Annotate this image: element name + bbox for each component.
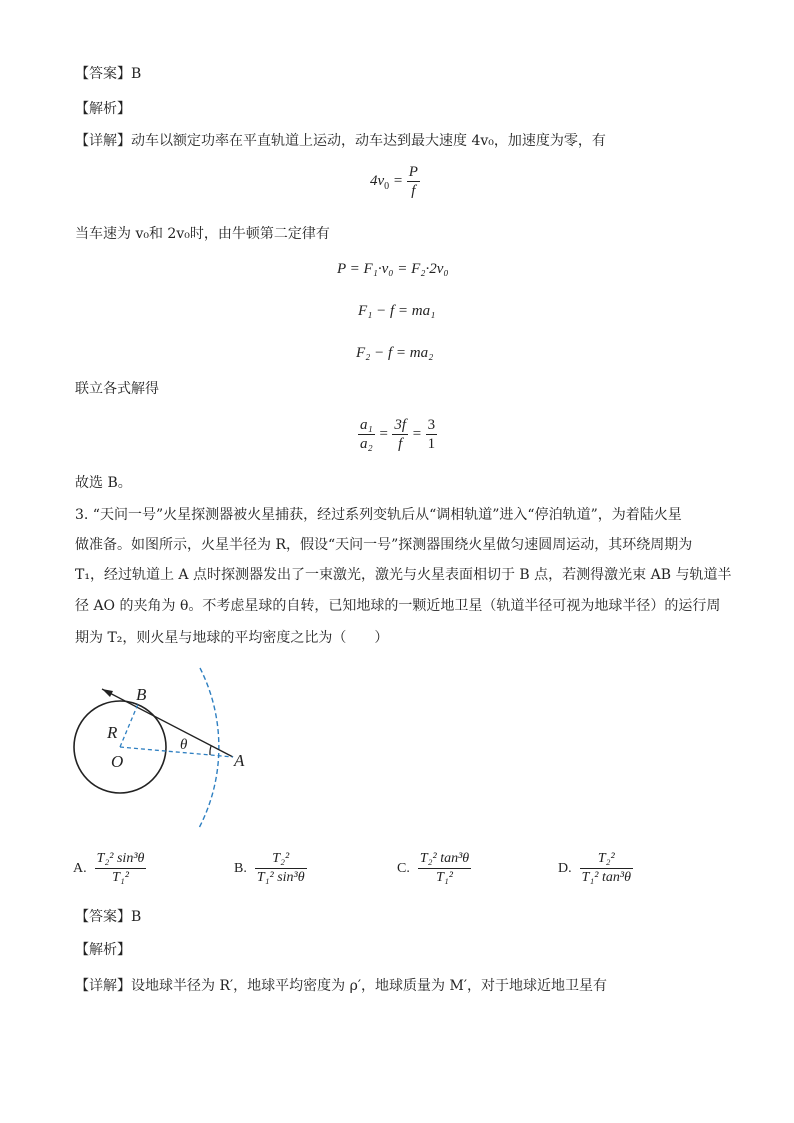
label-b: B bbox=[136, 685, 147, 704]
equation-newton-2: F₂ − f = ma₂ bbox=[356, 345, 434, 361]
option-c[interactable] bbox=[397, 850, 471, 887]
option-b[interactable] bbox=[234, 850, 307, 887]
orbit-diagram bbox=[60, 660, 280, 835]
select-line: 故选 B。 bbox=[75, 475, 132, 491]
option-b-formula: $\frac{\text{T₂²}}{\text{T₁² sin³θ}}$ bbox=[256, 851, 305, 885]
angle-arc bbox=[210, 746, 211, 755]
question-3-line-4: 径 AO 的夹角为 θ。不考虑星球的自转，已知地球的一颗近地卫星（轨道半径可视为地球半径）的运行周 bbox=[75, 598, 721, 614]
option-d[interactable] bbox=[558, 850, 633, 887]
equation-ratio: $\frac{\text{a₁}}{\text{a₂}}$ = $\frac{3f}{f}$ = $\frac{3}{1}$ bbox=[360, 417, 436, 452]
q3-answer-line: 【答案】B bbox=[75, 909, 142, 925]
speed-condition-text: 当车速为 v₀和 2v₀时，由牛顿第二定律有 bbox=[75, 226, 330, 242]
question-3-line-3: T₁，经过轨道上 A 点时探测器发出了一束激光，激光与火星表面相切于 B 点，若测得激光束 AB 与轨道半 bbox=[75, 567, 732, 583]
option-c-formula: $\frac{\text{T₂² tan³θ}}{\text{T₁²}}$ bbox=[419, 851, 470, 885]
option-d-formula: $\frac{\text{T₂²}}{\text{T₁² tan³θ}}$ bbox=[581, 851, 631, 885]
equation-newton-1: F₁ − f = ma₁ bbox=[358, 303, 436, 319]
option-d-label: D. bbox=[558, 860, 572, 876]
option-a[interactable] bbox=[73, 850, 146, 887]
answer-line: 【答案】B bbox=[75, 66, 142, 82]
equation-power: P = F₁·v₀ = F₂·2v₀ bbox=[337, 261, 449, 277]
question-3-line-5: 期为 T₂，则火星与地球的平均密度之比为（ ） bbox=[75, 630, 389, 646]
option-a-label: A. bbox=[73, 860, 87, 876]
question-3-line-1: 3. “天问一号”火星探测器被火星捕获，经过系列变轨后从“调相轨道”进入“停泊轨道”，为着陆火星 bbox=[75, 507, 682, 523]
detail-text: 【详解】动车以额定功率在平直轨道上运动，动车达到最大速度 4v₀，加速度为零，有 bbox=[75, 133, 606, 149]
label-o: O bbox=[111, 752, 124, 771]
question-3-line-2: 做准备。如图所示，火星半径为 R，假设“天问一号”探测器围绕火星做匀速圆周运动，其环绕周期为 bbox=[75, 537, 693, 553]
radius-ob bbox=[120, 704, 138, 747]
option-a-formula: $\frac{\text{T₂² sin³θ}}{\text{T₁²}}$ bbox=[96, 851, 145, 885]
q3-detail-text: 【详解】设地球半径为 R′，地球平均密度为 ρ′，地球质量为 M′，对于地球近地卫星有 bbox=[75, 978, 607, 994]
combine-text: 联立各式解得 bbox=[75, 381, 159, 397]
analysis-label: 【解析】 bbox=[75, 101, 131, 117]
label-a: A bbox=[234, 751, 245, 770]
label-theta: θ bbox=[180, 737, 188, 753]
equation-max-speed: $4v_0$ = $\frac{P}{f}$ bbox=[370, 164, 418, 199]
option-c-label: C. bbox=[397, 860, 410, 876]
option-b-label: B. bbox=[234, 860, 247, 876]
laser-arrow bbox=[102, 689, 113, 697]
label-r: R bbox=[107, 723, 118, 742]
q3-analysis-label: 【解析】 bbox=[75, 942, 131, 958]
